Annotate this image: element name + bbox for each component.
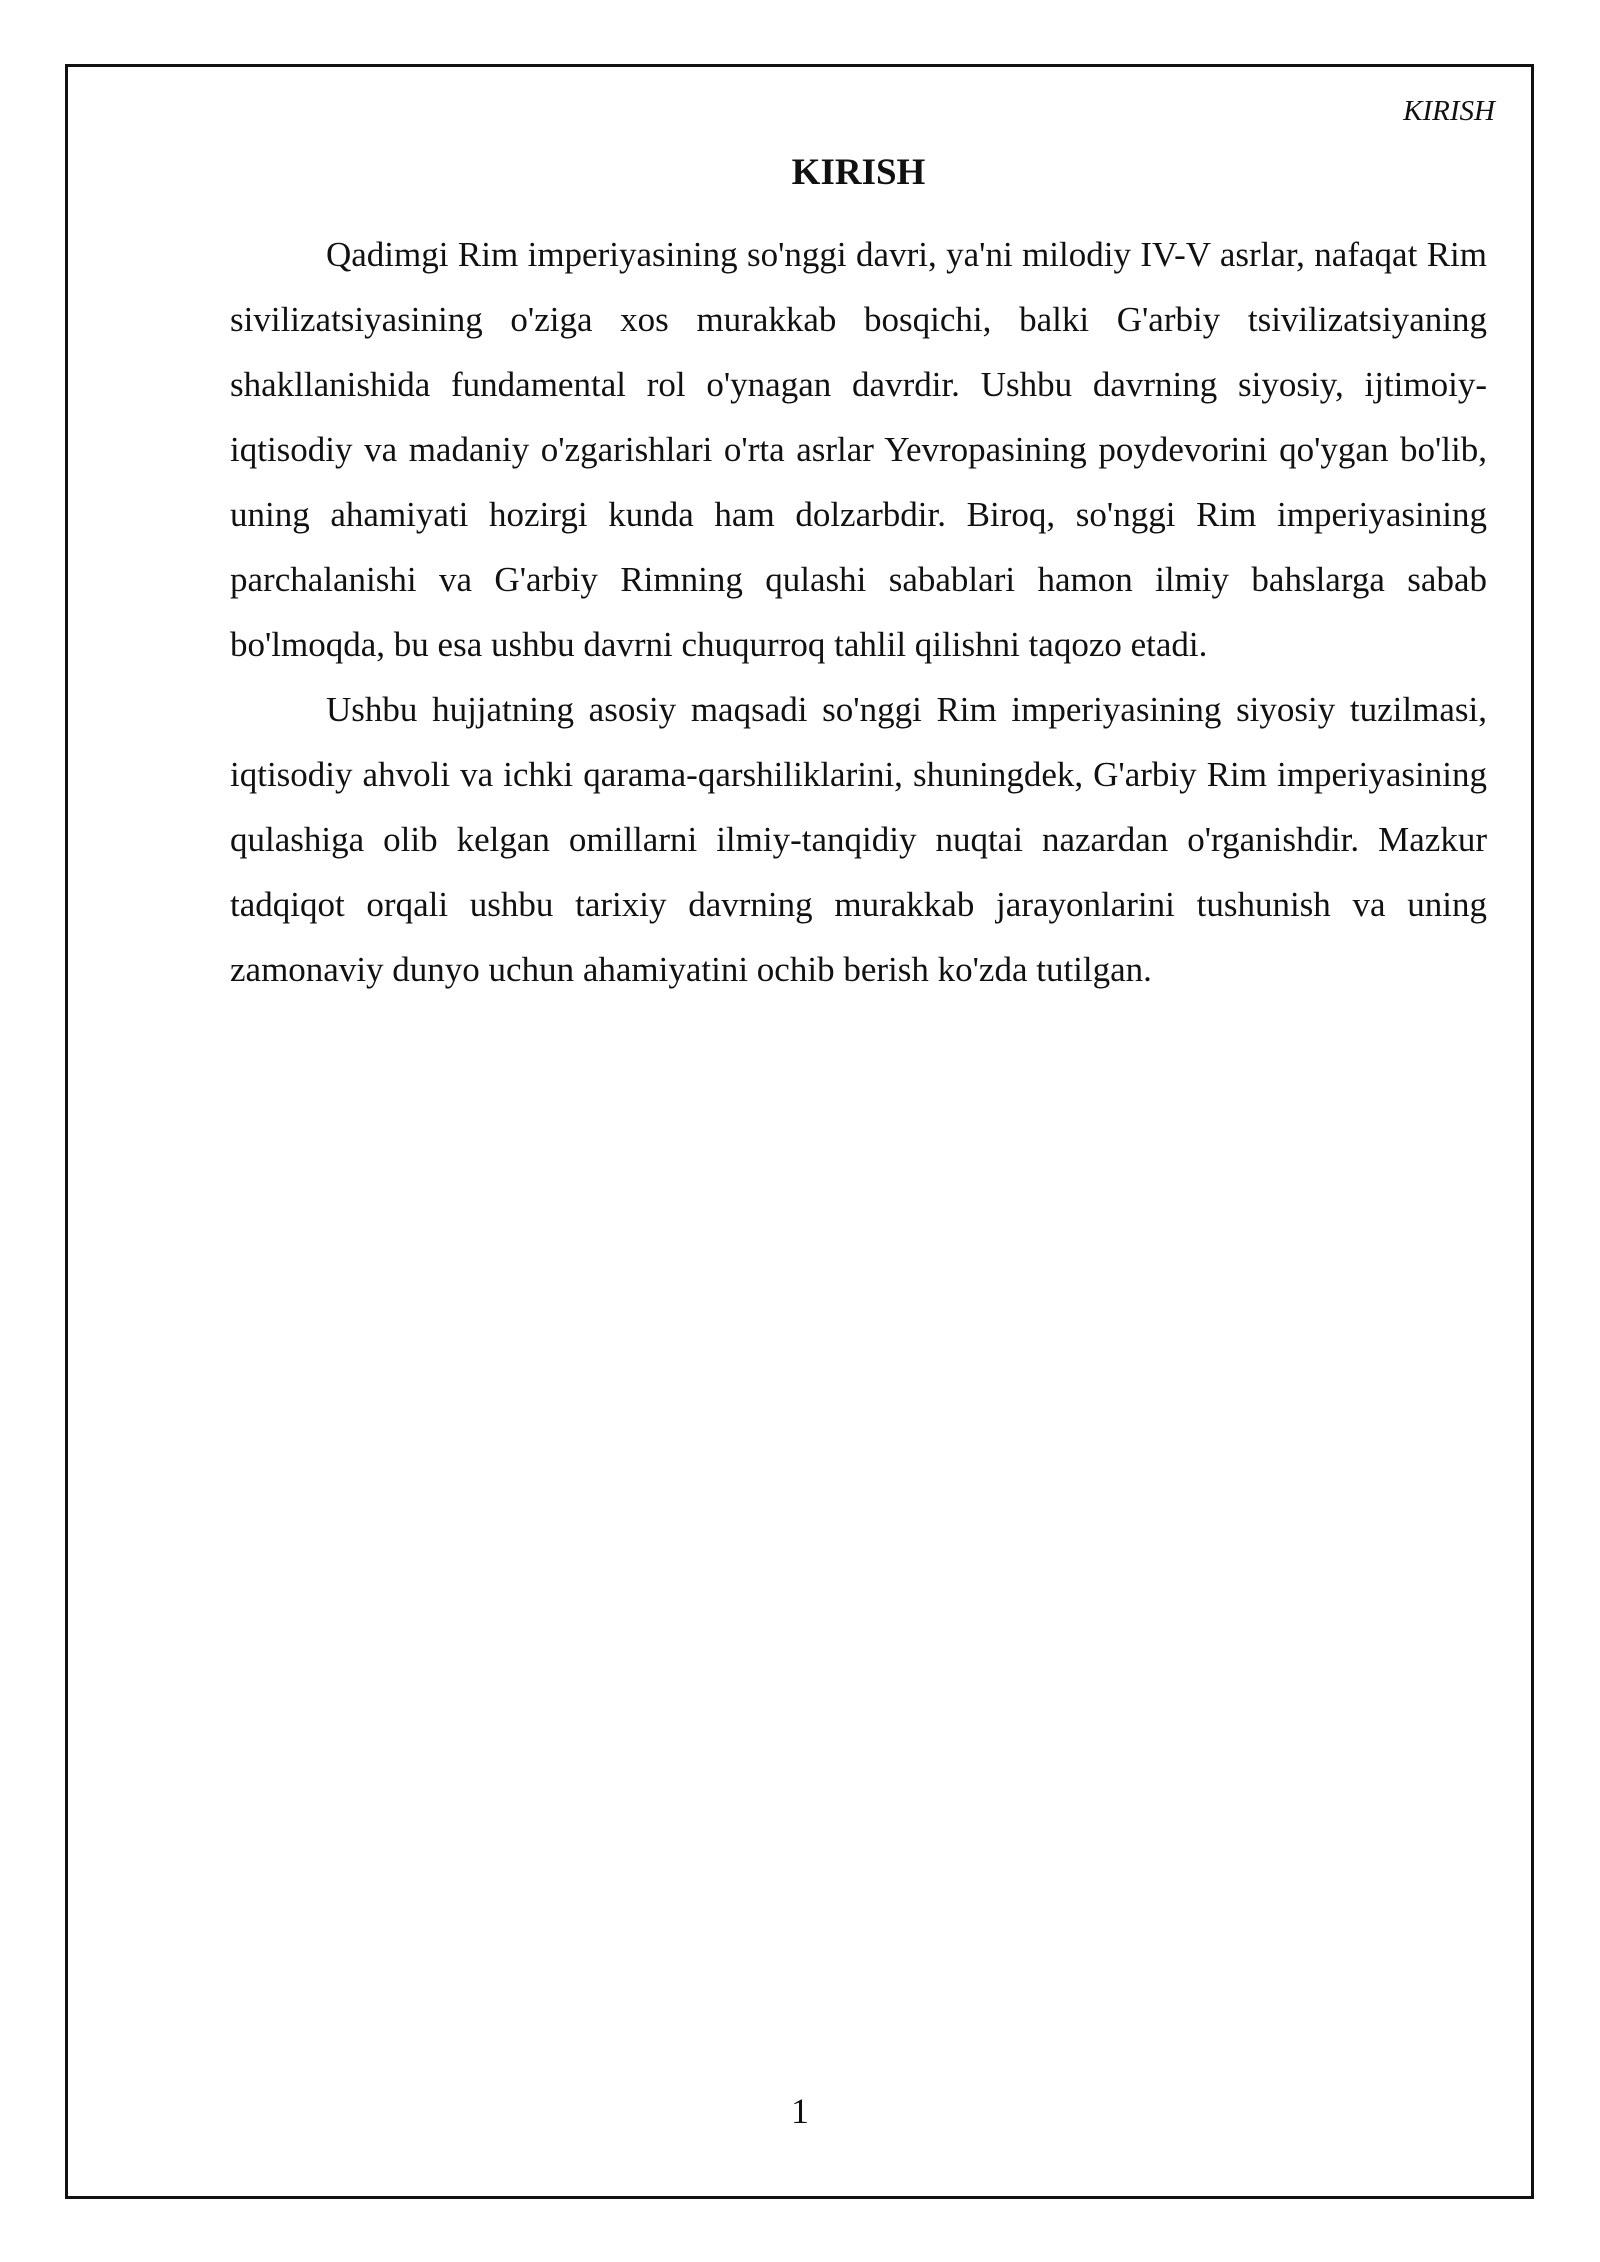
page-number: 1 <box>791 2091 809 2131</box>
body-paragraph-2: Ushbu hujjatning asosiy maqsadi so'nggi Rim imperiyasining siyosiy tuzilmasi, iqtisodiy ahvoli va ichki qarama-qarshiliklarini, shuningdek, G'arbiy Rim imperiyasining qulashiga olib kelgan omillarni ilmiy-tanqidiy nuqtai nazardan o'rganishdir. Mazkur tadqiqot orqali ushbu tarixiy davrning murakkab jarayonlarini tushunish va uning zamonaviy dunyo uchun ahamiyatini ochib berish ko'zda tutilgan. <box>230 690 1487 989</box>
body-paragraph-1: Qadimgi Rim imperiyasining so'nggi davri, ya'ni milodiy IV-V asrlar, nafaqat Rim sivilizatsiyasining o'ziga xos murakkab bosqichi, balki G'arbiy tsivilizatsiyaning shakllanishida fundamental rol o'ynagan davrdir. Ushbu davrning siyosiy, ijtimoiy-iqtisodiy va madaniy o'zgarishlari o'rta asrlar Yevropasining poydevorini qo'ygan bo'lib, uning ahamiyati hozirgi kunda ham dolzarbdir. Biroq, so'nggi Rim imperiyasining parchalanishi va G'arbiy Rimning qulashi sabablari hamon ilmiy bahslarga sabab bo'lmoqda, bu esa ushbu davrni chuqurroq tahlil qilishni taqozo etadi. <box>230 235 1487 664</box>
running-header: KIRISH <box>1403 95 1495 127</box>
document-title: KIRISH <box>791 152 926 193</box>
document-body <box>230 154 1487 1002</box>
